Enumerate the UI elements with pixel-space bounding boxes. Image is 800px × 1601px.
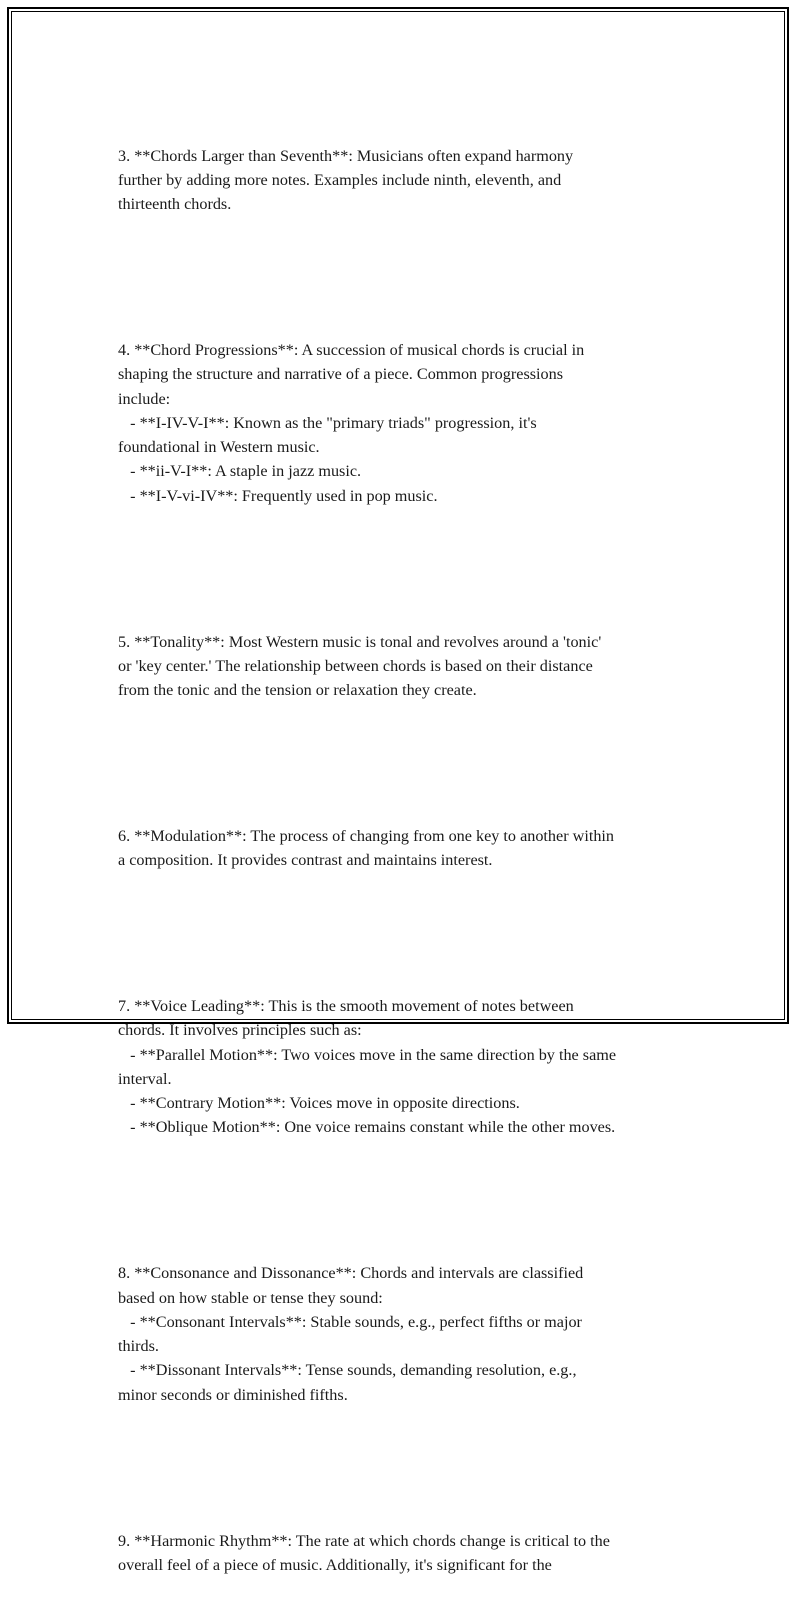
blank-line: [118, 921, 698, 945]
paragraph-tonality: 5. **Tonality**: Most Western music is tonal and revolves around a 'tonic' or 'key center.' The relationship between chords is based on their distance from the tonic and the tension or relaxation they create.: [118, 632, 602, 700]
paragraph-harmonic-rhythm: 9. **Harmonic Rhythm**: The rate at which chords change is critical to the overall feel of a piece of music. Additionally, it's significant for the: [118, 1531, 610, 1574]
blank-line: [118, 1456, 698, 1480]
blank-line: [118, 1188, 698, 1212]
paragraph-chord-progressions: 4. **Chord Progressions**: A succession of musical chords is crucial in shaping the structure and narrative of a piece. Common progressions include: - **I-IV-V-I**: Known as the "primary triads" progression, it's foundational in Western music. - **ii-V-I**: A staple in jazz music. - **I-V-vi-IV**: Frequently used in pop music.: [118, 340, 585, 505]
blank-line: [118, 557, 698, 581]
paragraph-modulation: 6. **Modulation**: The process of changing from one key to another within a composition. It provides contrast and maintains interest.: [118, 826, 615, 870]
blank-line: [118, 751, 698, 775]
paragraph-voice-leading: 7. **Voice Leading**: This is the smooth movement of notes between chords. It involves principles such as: - **Parallel Motion**: Two voices move in the same direction by the same interval. - **Contrary Motion**: Voices move in opposite directions. - **Oblique Motion**: One voice remains constant while the other moves.: [118, 996, 617, 1137]
blank-line: [118, 265, 698, 289]
paragraph-chords-larger-than-seventh: 3. **Chords Larger than Seventh**: Musicians often expand harmony further by adding more notes. Examples include ninth, eleventh, and thirteenth chords.: [118, 146, 574, 214]
paragraph-consonance-dissonance: 8. **Consonance and Dissonance**: Chords and intervals are classified based on how stable or tense they sound: - **Consonant Intervals**: Stable sounds, e.g., perfect fifths or major thirds. - **Dissonant Intervals**: Tense sounds, demanding resolution, e.g., minor seconds or diminished fifths.: [118, 1264, 584, 1404]
document-body: [118, 95, 698, 1601]
